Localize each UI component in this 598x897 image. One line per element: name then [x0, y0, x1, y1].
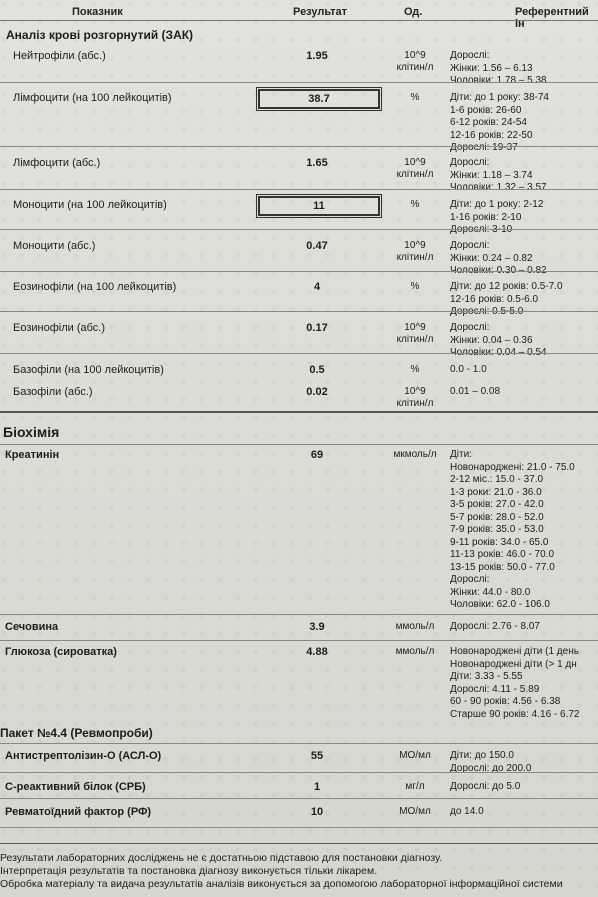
unit — [388, 364, 442, 376]
footer-note-3: Обробка матеріалу та видача результатів аналізів виконується за допомогою лабораторної інформаційної системи — [0, 878, 563, 890]
reference-range — [450, 621, 598, 634]
reference-line: 2-12 міс.: 15.0 - 37.0 — [450, 474, 544, 485]
unit — [388, 806, 442, 818]
unit — [388, 750, 442, 762]
reference-range — [450, 806, 598, 819]
test-name: Моноцити (абс.) — [13, 240, 96, 252]
unit-line: клітин/л — [396, 169, 434, 180]
unit-line: мкмоль/л — [393, 449, 437, 460]
reference-line: Старше 90 років: 4.16 - 6.72 — [450, 708, 580, 720]
header-unit: Од. — [404, 6, 423, 18]
row-divider — [0, 772, 598, 773]
unit-line: МО/мл — [399, 750, 431, 761]
reference-line: Дорослі: — [450, 322, 490, 333]
unit — [388, 621, 442, 633]
result-value: 55 — [310, 750, 324, 762]
reference-line: 0.01 – 0.08 — [450, 386, 501, 397]
reference-line: 7-9 років: 35.0 - 53.0 — [450, 524, 544, 535]
test-name: Лімфоцити (на 100 лейкоцитів) — [13, 92, 172, 104]
reference-line: 12-16 років: 0.5-6.0 — [450, 293, 539, 305]
row-divider — [0, 353, 598, 354]
header-indicator: Показник — [72, 6, 123, 18]
test-name: Нейтрофіли (абс.) — [13, 50, 106, 62]
row-divider — [0, 614, 598, 615]
unit — [388, 199, 442, 211]
test-name: Лімфоцити (абс.) — [13, 157, 101, 169]
reference-line: Діти: до 150.0 — [450, 750, 514, 761]
reference-line: Жінки: 44.0 - 80.0 — [450, 586, 531, 598]
reference-line: Дорослі: 0.5-5.0 — [450, 306, 524, 317]
reference-line: 9-11 років: 34.0 - 65.0 — [450, 536, 549, 548]
reference-line: 1-6 років: 26-60 — [450, 104, 522, 116]
unit-line: % — [410, 364, 420, 375]
reference-line: Дорослі: — [450, 574, 490, 585]
test-name: Глюкоза (сироватка) — [5, 646, 117, 658]
unit — [388, 386, 442, 410]
row-divider — [0, 229, 598, 230]
result-value: 3.9 — [309, 621, 325, 633]
row-divider — [0, 798, 598, 799]
reference-range — [450, 364, 598, 377]
reference-line: Діти: до 1 року: 38-74 — [450, 92, 549, 103]
reference-line: Дорослі: 4.11 - 5.89 — [450, 683, 540, 695]
unit-line: МО/мл — [399, 806, 431, 817]
row-divider — [0, 82, 598, 83]
test-name: Еозинофіли (на 100 лейкоцитів) — [13, 281, 177, 293]
unit — [388, 50, 442, 74]
row-divider — [0, 743, 598, 744]
unit-line: ммоль/л — [395, 646, 435, 657]
unit-line: % — [410, 92, 420, 103]
unit-line: клітин/л — [396, 398, 434, 409]
result-value: 10 — [310, 806, 324, 818]
test-name: Креатинін — [5, 449, 60, 461]
row-divider — [0, 827, 598, 828]
table-header — [0, 0, 598, 30]
reference-line: 3-5 років: 27.0 - 42.0 — [450, 499, 544, 510]
header-result: Результат — [293, 6, 348, 18]
test-name: Моноцити (на 100 лейкоцитів) — [13, 199, 167, 211]
reference-line: Дорослі: 3-10 — [450, 224, 513, 235]
reference-range — [450, 281, 598, 319]
result-value: 1.65 — [306, 157, 328, 169]
unit — [388, 449, 442, 461]
reference-line: Дорослі: до 200.0 — [450, 762, 532, 774]
unit — [388, 322, 442, 346]
reference-line: Чоловіки: 0.30 – 0.82 — [450, 265, 547, 276]
reference-line: Дорослі: до 5.0 — [450, 781, 521, 792]
result-value: 1.95 — [306, 50, 328, 62]
rheum-section-title: Пакет №4.4 (Ревмопроби) — [0, 726, 153, 740]
unit-line: % — [410, 199, 420, 210]
result-value: 0.17 — [306, 322, 328, 334]
footer-note-1: Результати лабораторних досліджень не є достатньою підставою для постановки діагнозу. — [0, 852, 443, 864]
reference-line: 1-16 років: 2-10 — [450, 211, 522, 223]
footer-note-2: Інтерпретація результатів та постановка діагнозу виконується тільки лікарем. — [0, 865, 378, 877]
result-value: 4 — [313, 281, 321, 293]
reference-line: 5-7 років: 28.0 - 52.0 — [450, 511, 544, 523]
row-divider — [0, 640, 598, 641]
result-value: 4.88 — [306, 646, 328, 658]
bio-section-title: Біохімія — [3, 424, 60, 440]
reference-line: до 14.0 — [450, 806, 484, 817]
reference-line: 13-15 років: 50.0 - 77.0 — [450, 561, 555, 573]
reference-line: Чоловіки: 0.04 – 0.54 — [450, 347, 547, 358]
reference-range — [450, 646, 598, 721]
reference-line: Дорослі: — [450, 50, 490, 61]
row-divider — [0, 271, 598, 272]
unit — [388, 240, 442, 264]
test-name: С-реактивний білок (СРБ) — [5, 781, 146, 793]
unit — [388, 157, 442, 181]
reference-range — [450, 199, 598, 237]
unit — [388, 646, 442, 658]
header-reference: Референтний ін — [515, 6, 589, 30]
reference-line: 12-16 років: 22-50 — [450, 129, 533, 141]
reference-line: Жінки: 1.18 – 3.74 — [450, 169, 533, 181]
unit — [388, 781, 442, 793]
test-name: Еозинофіли (абс.) — [13, 322, 106, 334]
unit-line: 10^9 — [404, 322, 426, 333]
reference-line: Чоловіки: 62.0 - 106.0 — [450, 599, 550, 610]
reference-line: 11-13 років: 46.0 - 70.0 — [450, 549, 555, 560]
cbc-section-title: Аналіз крові розгорнутий (ЗАК) — [6, 28, 194, 42]
reference-line: Чоловіки: 1.78 – 5.38 — [450, 75, 547, 86]
result-value: 0.47 — [306, 240, 328, 252]
flagged-result-value: 38.7 — [258, 89, 380, 109]
result-value: 1 — [313, 781, 321, 793]
reference-line: Жінки: 1.56 – 6.13 — [450, 62, 533, 74]
test-name: Сечовина — [5, 621, 59, 633]
test-name: Базофіли (на 100 лейкоцитів) — [13, 364, 164, 376]
reference-line: Дорослі: 2.76 - 8.07 — [450, 621, 540, 632]
unit-line: ммоль/л — [395, 621, 435, 632]
unit — [388, 92, 442, 104]
row-divider — [0, 146, 598, 147]
reference-line: Жінки: 0.24 – 0.82 — [450, 252, 533, 264]
unit-line: мг/л — [405, 781, 425, 792]
test-name: Базофіли (абс.) — [13, 386, 93, 398]
result-value: 69 — [310, 449, 324, 461]
reference-line: Діти: 3.33 - 5.55 — [450, 671, 523, 682]
reference-line: 0.0 - 1.0 — [450, 364, 487, 375]
footer-divider — [0, 843, 598, 844]
reference-line: Дорослі: — [450, 240, 490, 251]
unit-line: 10^9 — [404, 50, 426, 61]
reference-line: 60 - 90 років: 4.56 - 6.38 — [450, 696, 561, 707]
unit-line: клітин/л — [396, 252, 434, 263]
unit-line: 10^9 — [404, 240, 426, 251]
unit-line: 10^9 — [404, 386, 426, 397]
row-divider — [0, 311, 598, 312]
test-name: Антистрептолізин-О (АСЛ-О) — [5, 750, 162, 762]
reference-line: Дорослі: 19-37 — [450, 142, 518, 153]
test-name: Ревматоїдний фактор (РФ) — [5, 806, 152, 818]
reference-line: 6-12 років: 24-54 — [450, 117, 527, 128]
reference-line: Новонароджені діти (> 1 дн — [450, 658, 577, 670]
reference-range — [450, 449, 598, 612]
unit-line: клітин/л — [396, 62, 434, 73]
reference-range — [450, 781, 598, 794]
reference-line: Жінки: 0.04 – 0.36 — [450, 334, 533, 346]
reference-line: Чоловіки: 1.32 – 3.57 — [450, 182, 547, 193]
flagged-result-value: 11 — [258, 196, 380, 216]
reference-line: Діти: до 1 року: 2-12 — [450, 199, 544, 210]
unit-line: 10^9 — [404, 157, 426, 168]
reference-range — [450, 386, 598, 399]
reference-line: Новонароджені: 21.0 - 75.0 — [450, 461, 575, 473]
result-value: 0.02 — [306, 386, 328, 398]
reference-line: 1-3 роки: 21.0 - 36.0 — [450, 486, 542, 498]
row-divider — [0, 189, 598, 190]
reference-line: Діти: — [450, 449, 472, 460]
result-value: 0.5 — [309, 364, 325, 376]
unit-line: клітин/л — [396, 334, 434, 345]
section-divider — [0, 444, 598, 445]
unit-line: % — [410, 281, 420, 292]
section-divider — [0, 411, 598, 413]
reference-line: Діти: до 12 років: 0.5-7.0 — [450, 281, 563, 292]
reference-line: Новонароджені діти (1 день — [450, 646, 579, 657]
reference-line: Дорослі: — [450, 157, 490, 168]
unit — [388, 281, 442, 293]
